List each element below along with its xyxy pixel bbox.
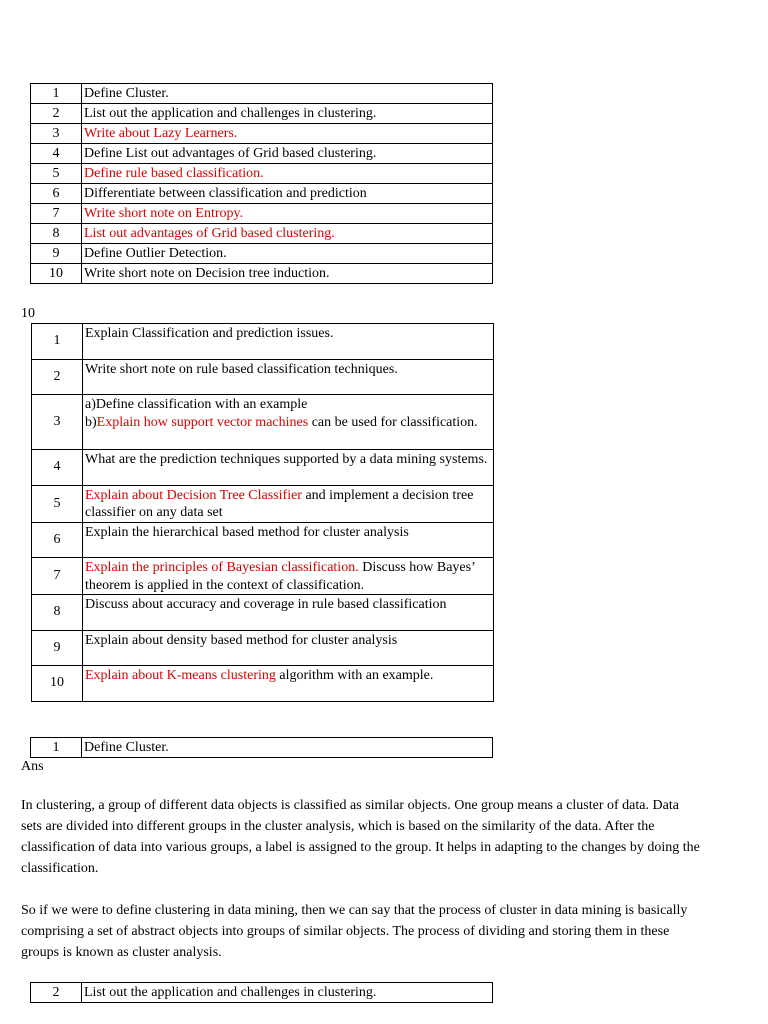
highlighted-text: List out advantages of Grid based clustering. <box>84 225 335 241</box>
question-2-heading-table <box>30 982 493 1003</box>
question-text-part: What are the prediction techniques supported by a data mining systems. <box>85 452 488 467</box>
question-text: Define Cluster. <box>82 738 493 758</box>
question-text <box>82 244 493 264</box>
question-1-heading-table <box>30 737 493 758</box>
highlighted-text: Explain the principles of Bayesian classification. <box>85 560 359 575</box>
question-text-part: List out the application and challenges in clustering. <box>84 105 377 121</box>
answer-paragraph-1: In clustering, a group of different data objects is classified as similar objects. One group means a cluster of data. Data sets are divided into different groups in the cluster analysis, which is based on the similarity of the data. After the classification of data into various groups, a label is assigned to the group. It helps in adapting to the changes by doing the classification. <box>21 798 700 876</box>
question-text: List out the application and challenges in clustering. <box>82 983 493 1003</box>
table-row <box>31 164 493 184</box>
question-text <box>82 104 493 124</box>
answer-label: Ans <box>21 759 44 774</box>
table-row <box>31 738 493 758</box>
question-text <box>83 485 494 522</box>
table-row <box>31 124 493 144</box>
long-questions-table <box>31 323 494 702</box>
highlighted-text: Write short note on Entropy. <box>84 205 244 221</box>
question-text-part: Differentiate between classification and prediction <box>84 185 367 201</box>
question-number: 9 <box>32 630 83 666</box>
table-row <box>32 359 494 395</box>
question-text <box>82 224 493 244</box>
question-text-part: a)Define classification with an example <box>85 397 308 412</box>
question-text <box>83 666 494 702</box>
table-row <box>32 558 494 595</box>
question-text-part: Discuss how Bayes’ theorem is applied in the context of classification. <box>85 560 475 593</box>
question-text-part: Define Outlier Detection. <box>84 245 227 261</box>
question-number: 9 <box>31 244 82 264</box>
table-row <box>32 324 494 360</box>
question-text-part: Discuss about accuracy and coverage in rule based classification <box>85 597 447 612</box>
question-text <box>83 630 494 666</box>
highlighted-text: Define rule based classification. <box>84 165 264 181</box>
question-text-part: Explain about density based method for cluster analysis <box>85 632 398 648</box>
highlighted-text: Explain how support vector machines <box>96 414 309 430</box>
question-text <box>82 204 493 224</box>
table-row <box>31 983 493 1003</box>
question-number: 3 <box>32 395 83 450</box>
question-number: 1 <box>31 84 82 104</box>
table-row <box>31 204 493 224</box>
table-row <box>32 450 494 486</box>
question-text <box>83 359 494 395</box>
question-number: 10 <box>32 666 83 702</box>
table-row <box>31 264 493 284</box>
question-number: 7 <box>32 558 83 595</box>
question-number: 2 <box>31 104 82 124</box>
question-number: 8 <box>32 595 83 631</box>
question-text-part: Write short note on rule based classification techniques. <box>85 361 398 377</box>
table-row <box>31 244 493 264</box>
question-number: 5 <box>31 164 82 184</box>
section-marks-label: 10 <box>21 306 35 321</box>
highlighted-text: Explain about K-means clustering <box>85 668 276 683</box>
table-row <box>32 395 494 450</box>
table-row <box>32 666 494 702</box>
question-text-part: Explain Classification and prediction issues. <box>85 326 334 341</box>
question-number: 6 <box>32 522 83 558</box>
question-number: 7 <box>31 204 82 224</box>
table-row <box>31 144 493 164</box>
question-number: 10 <box>31 264 82 284</box>
table-row <box>32 630 494 666</box>
question-text <box>83 395 494 450</box>
table-row <box>32 522 494 558</box>
question-text <box>83 595 494 631</box>
question-number: 1 <box>31 738 82 758</box>
table-row <box>31 84 493 104</box>
question-text <box>82 184 493 204</box>
question-text-part: Explain the hierarchical based method for cluster analysis <box>85 524 409 540</box>
question-text <box>82 164 493 184</box>
question-text <box>83 558 494 595</box>
question-text-part: can be used for classification. <box>308 414 478 430</box>
long-questions-body <box>32 324 494 702</box>
question-number: 3 <box>31 124 82 144</box>
short-questions-table <box>30 83 493 284</box>
short-questions-body <box>31 84 493 284</box>
table-row <box>31 224 493 244</box>
table-row <box>31 104 493 124</box>
highlighted-text: Explain about Decision Tree Classifier <box>85 487 302 503</box>
question-text <box>82 144 493 164</box>
table-row <box>32 595 494 631</box>
question-text <box>83 522 494 558</box>
question-number: 2 <box>32 359 83 395</box>
question-number: 6 <box>31 184 82 204</box>
question-text-part: Define Cluster. <box>84 85 169 101</box>
question-number: 5 <box>32 485 83 522</box>
question-number: 1 <box>32 324 83 360</box>
question-number: 2 <box>31 983 82 1003</box>
question-number: 4 <box>32 450 83 486</box>
question-text <box>82 84 493 104</box>
question-text <box>82 124 493 144</box>
question-number: 8 <box>31 224 82 244</box>
question-text <box>83 324 494 360</box>
table-row <box>31 184 493 204</box>
question-text <box>82 264 493 284</box>
table-row <box>32 485 494 522</box>
question-text-part: and implement a decision tree classifier on any data set <box>85 487 474 520</box>
answer-paragraph-2: So if we were to define clustering in data mining, then we can say that the process of cluster in data mining is basically comprising a set of abstract objects into groups of similar objects. The process of dividing and storing them in these groups is known as cluster analysis. <box>21 903 688 960</box>
question-number: 4 <box>31 144 82 164</box>
question-text-part: Write short note on Decision tree induction. <box>84 265 330 281</box>
question-text-part: Define List out advantages of Grid based clustering. <box>84 145 377 161</box>
highlighted-text: Write about Lazy Learners. <box>84 125 238 141</box>
question-text <box>83 450 494 486</box>
question-text-part: algorithm with an example. <box>275 668 434 683</box>
question-text-part: b) <box>85 414 97 430</box>
